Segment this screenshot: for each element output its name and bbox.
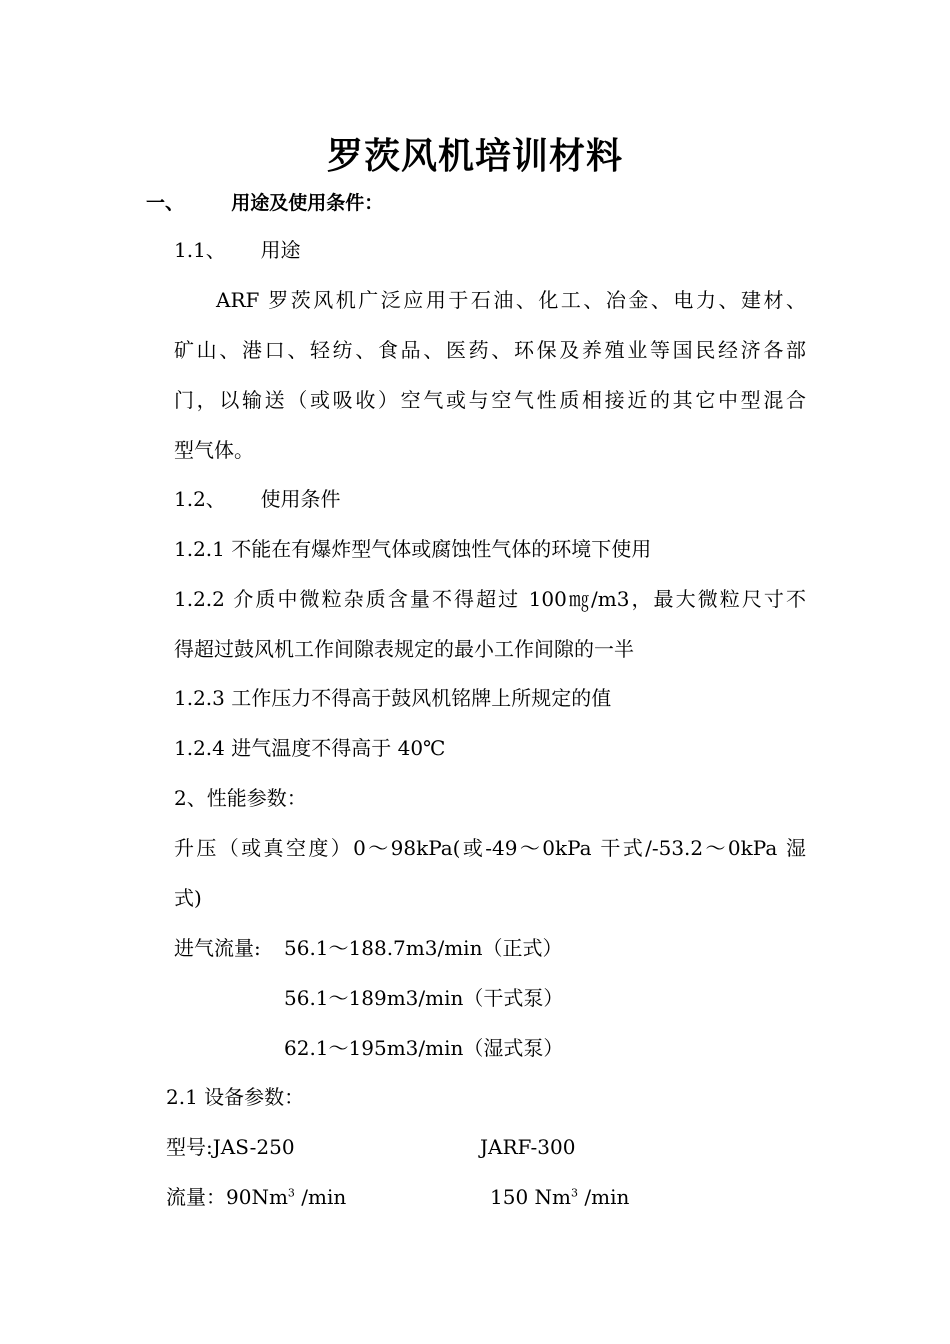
flow-value-3: 62.1～195m3/min（湿式泵） xyxy=(284,1036,564,1060)
rate-1-unit: m xyxy=(268,1185,288,1209)
section-2-heading: 2、性能参数： xyxy=(174,786,307,810)
section-1-label: 用途及使用条件： xyxy=(231,192,384,214)
paragraph-line: 矿山、港口、轻纺、食品、医药、环保及养殖业等国民经济各部 xyxy=(174,338,806,362)
flow-label: 进气流量: xyxy=(174,936,261,960)
rate-2-exponent: 3 xyxy=(571,1186,578,1200)
pressure-line1: 升压（或真空度）0～98kPa(或-49～0kPa 干式/-53.2～0kPa 湿 xyxy=(174,836,806,860)
rate-2-unit: m xyxy=(552,1185,571,1209)
subsection-1-2-number: 1.2、 xyxy=(174,487,226,511)
rate-2-value: 150 N xyxy=(490,1185,553,1209)
model-1: 型号:JAS-250 xyxy=(166,1135,295,1159)
rate-1-value: 流量：90N xyxy=(166,1185,269,1209)
paragraph-line: 型气体。 xyxy=(174,438,254,462)
rate-2-per-min: /min xyxy=(584,1185,630,1209)
rate-1-per-min: /min xyxy=(301,1185,347,1209)
flow-value-1: 56.1～188.7m3/min（正式） xyxy=(284,936,563,960)
rate-2 xyxy=(490,1184,629,1210)
section-1-heading xyxy=(146,190,383,216)
subsection-1-1-number: 1.1、 xyxy=(174,238,226,262)
model-2: JARF-300 xyxy=(480,1135,576,1159)
condition-4: 1.2.4 进气温度不得高于 40℃ xyxy=(174,736,446,760)
section-1-number: 一、 xyxy=(146,192,185,214)
page-title: 罗茨风机培训材料 xyxy=(326,136,623,177)
rate-1-exponent: 3 xyxy=(287,1186,295,1200)
subsection-1-2 xyxy=(174,486,341,512)
subsection-1-1 xyxy=(174,237,301,263)
rate-1 xyxy=(166,1184,346,1210)
condition-1: 1.2.1 不能在有爆炸型气体或腐蚀性气体的环境下使用 xyxy=(174,537,652,561)
subsection-1-2-label: 使用条件 xyxy=(260,487,341,511)
pressure-line2: 式) xyxy=(174,886,202,910)
condition-3: 1.2.3 工作压力不得高于鼓风机铭牌上所规定的值 xyxy=(174,686,612,710)
flow-value-2: 56.1～189m3/min（干式泵） xyxy=(284,986,564,1010)
paragraph-line: ARF 罗茨风机广泛应用于石油、化工、冶金、电力、建材、 xyxy=(216,288,806,312)
subsection-1-1-label: 用途 xyxy=(260,238,301,262)
condition-2-line2: 得超过鼓风机工作间隙表规定的最小工作间隙的一半 xyxy=(174,637,634,661)
equipment-params-heading: 2.1 设备参数： xyxy=(166,1085,305,1109)
paragraph-line: 门，以输送（或吸收）空气或与空气性质相接近的其它中型混合 xyxy=(174,388,806,412)
condition-2-line1: 1.2.2 介质中微粒杂质含量不得超过 100㎎/m3，最大微粒尺寸不 xyxy=(174,587,806,611)
